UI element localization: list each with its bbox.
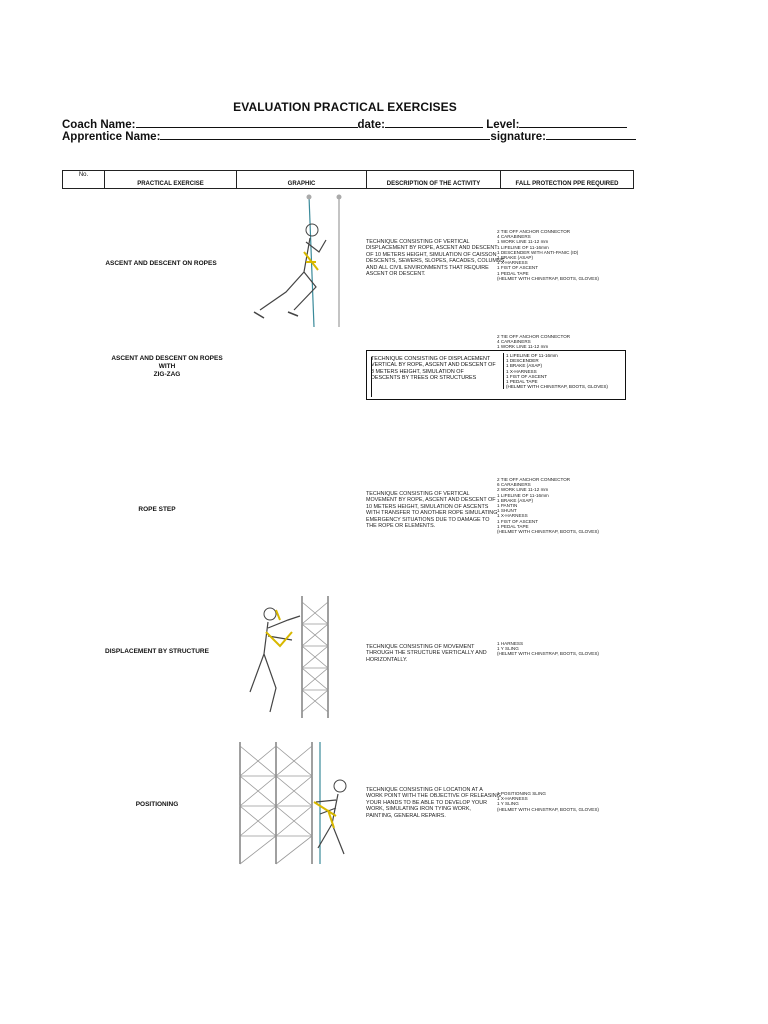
- text-line: 1 DESCENDER WITH ANTI-PANIC (ID): [497, 249, 579, 255]
- text-line: 1 Y SLING: [497, 646, 519, 652]
- header-graphic: GRAPHIC: [287, 181, 316, 187]
- text-line: 1 BRAKE (ASAP): [497, 497, 533, 503]
- text-line: 2 TIE OFF ANCHOR CONNECTOR: [497, 477, 571, 482]
- structure-climb-illustration: [240, 592, 335, 720]
- text-line: 1 FIST OF ASCENT: [497, 265, 539, 271]
- text-line: HORIZONTALLY.: [366, 656, 408, 663]
- text-line: 1 POSITIONING SLING: [497, 791, 547, 796]
- text-line: (HELMET WITH CHINSTRAP, BOOTS, GLOVES): [497, 275, 599, 281]
- document-title: EVALUATION PRACTICAL EXERCISES: [233, 100, 457, 114]
- text-line: WITH TRANSFER TO ANOTHER ROPE SIMULATING: [366, 510, 498, 517]
- text-line: VERTICAL BY ROPE, ASCENT AND DESCENT OF: [371, 362, 496, 369]
- text-line: EMERGENCY SITUATIONS DUE TO DAMAGE TO: [366, 516, 490, 523]
- apprentice-line: [62, 128, 636, 143]
- text-line: PAINTING, GENERAL REPAIRS.: [366, 812, 446, 819]
- table-header: [62, 170, 634, 189]
- exercise-detail-box: [366, 350, 626, 400]
- text-line: AND ALL CIVIL ENVIRONMENTS THAT REQUIRE: [366, 264, 489, 271]
- text-line: ZIG-ZAG: [153, 371, 181, 378]
- exercise-ppe-list: [497, 229, 637, 281]
- text-line: (HELMET WITH CHINSTRAP, BOOTS, GLOVES): [497, 529, 599, 535]
- header-exercise: PRACTICAL EXERCISE: [137, 181, 204, 187]
- date-label: date:: [357, 119, 385, 131]
- apprentice-name-field[interactable]: [160, 128, 490, 140]
- apprentice-name-label: Apprentice Name:: [62, 131, 161, 143]
- signature-field[interactable]: [546, 128, 636, 140]
- exercise-ppe-list: [497, 641, 637, 657]
- exercise-name: ROPE STEP: [138, 506, 176, 513]
- text-line: 1 BRAKE (ASAP): [497, 255, 533, 261]
- exercise-description: [366, 491, 496, 529]
- text-line: YOUR HANDS TO BE ABLE TO DEVELOP YOUR: [366, 799, 488, 806]
- text-line: 1 LIFELINE OF 11-16mm: [497, 244, 549, 250]
- text-line: 1 X-HARNESS: [506, 368, 537, 374]
- header-description-cell: [367, 171, 501, 188]
- text-line: 1 Y SLING: [497, 801, 519, 807]
- rope-ascent-illustration: [246, 192, 356, 332]
- text-line: 1 WORK LINE 11-12 mm: [497, 239, 549, 245]
- text-line: TECHNIQUE CONSISTING OF LOCATION AT A: [366, 787, 483, 793]
- text-line: 1 BRAKE (ASAP): [506, 363, 542, 369]
- text-line: MOVEMENT BY ROPE, ASCENT AND DESCENT OF: [366, 497, 496, 504]
- text-line: 1 X-HARNESS: [497, 260, 528, 266]
- text-line: 1 PEDAL TAPE: [497, 270, 529, 276]
- text-line: 10 METERS HEIGHT, SIMULATION OF ASCENTS: [366, 503, 489, 510]
- header-exercise-cell: [105, 171, 237, 188]
- text-line: 1 PEDAL TAPE: [506, 379, 538, 385]
- text-line: 1 SHUNT: [497, 508, 517, 514]
- header-no-cell: [63, 171, 105, 188]
- exercise-description: [371, 356, 499, 382]
- text-line: 1 HARNESS: [497, 641, 524, 646]
- header-graphic-cell: [237, 171, 367, 188]
- text-line: (HELMET WITH CHINSTRAP, BOOTS, GLOVES): [497, 651, 599, 657]
- exercise-name: DISPLACEMENT BY STRUCTURE: [105, 648, 209, 655]
- positioning-illustration: [236, 738, 356, 868]
- text-line: TECHNIQUE CONSISTING OF MOVEMENT: [366, 644, 475, 650]
- text-line: 1 FIST OF ASCENT: [506, 373, 548, 379]
- exercise-ppe-list: [497, 791, 637, 812]
- text-line: 4 CARABINERS: [497, 339, 531, 345]
- header-description: DESCRIPTION OF THE ACTIVITY: [386, 181, 481, 187]
- exercise-name: POSITIONING: [135, 801, 179, 808]
- text-line: 4 CARABINERS: [497, 234, 531, 240]
- text-line: ASCENT AND DESCENT ON ROPES: [111, 355, 223, 362]
- text-line: 1 FIST OF ASCENT: [497, 518, 539, 524]
- level-field[interactable]: [519, 116, 627, 128]
- exercise-description: [366, 787, 501, 819]
- header-ppe: FALL PROTECTION PPE REQUIRED: [515, 181, 619, 187]
- exercise-ppe-list: [497, 477, 637, 534]
- exercise-description: [366, 239, 505, 278]
- text-line: 6 CARABINERS: [497, 482, 531, 488]
- text-line: 2 WORK LINE 11-12 mm: [497, 487, 549, 493]
- text-line: DESCENTS, SEWERS, SLOPES, FACADES, COLUMNS: [366, 258, 505, 265]
- text-line: 1 LIFELINE OF 11-16mm: [506, 353, 558, 358]
- text-line: 1 PANTIN: [497, 503, 518, 509]
- text-line: 1 DESCENDER: [506, 358, 539, 364]
- signature-label: signature:: [490, 131, 547, 143]
- text-line: OF 10 METERS HEIGHT, SIMULATION OF CAISSON: [366, 251, 497, 258]
- text-line: TECHNIQUE CONSISTING OF VERTICAL: [366, 239, 470, 245]
- exercise-ppe-list: [503, 353, 608, 389]
- date-field[interactable]: [385, 116, 483, 128]
- text-line: WORK, SIMULATING IRON TYING WORK,: [366, 806, 471, 813]
- header-ppe-cell: [501, 171, 633, 188]
- text-line: 1 X-HARNESS: [497, 796, 528, 802]
- exercise-ppe-list: [497, 334, 637, 350]
- text-line: WORK POINT WITH THE OBJECTIVE OF RELEASING: [366, 793, 501, 800]
- text-line: 8 METERS HEIGHT, SIMULATION OF: [371, 368, 464, 375]
- coach-name-label: Coach Name:: [62, 119, 136, 131]
- text-line: 1 X-HARNESS: [497, 513, 528, 519]
- text-line: DESCENTS BY TREES OR STRUCTURES: [371, 375, 477, 382]
- text-line: THE ROPE OR ELEMENTS.: [366, 523, 436, 530]
- text-line: 2 TIE OFF ANCHOR CONNECTOR: [497, 334, 571, 339]
- level-label: Level:: [486, 119, 520, 131]
- text-line: (HELMET WITH CHINSTRAP, BOOTS, GLOVES): [497, 806, 599, 812]
- text-line: WITH: [158, 363, 176, 370]
- text-line: DISPLACEMENT BY ROPE, ASCENT AND DESCENT: [366, 245, 498, 252]
- text-line: 2 TIE OFF ANCHOR CONNECTOR: [497, 229, 571, 234]
- coach-name-field[interactable]: [136, 116, 358, 128]
- exercise-name: [72, 355, 262, 379]
- text-line: TECHNIQUE CONSISTING OF DISPLACEMENT: [371, 356, 491, 362]
- header-no: No.: [78, 172, 89, 178]
- text-line: THROUGH THE STRUCTURE VERTICALLY AND: [366, 650, 487, 657]
- exercise-name: ASCENT AND DESCENT ON ROPES: [105, 260, 217, 267]
- text-line: (HELMET WITH CHINSTRAP, BOOTS, GLOVES): [506, 384, 608, 390]
- text-line: 1 PEDAL TAPE: [497, 523, 529, 529]
- text-line: 1 WORK LINE 11-12 mm: [497, 344, 549, 350]
- exercise-description: [366, 644, 496, 663]
- text-line: ASCENT OR DESCENT.: [366, 271, 426, 278]
- text-line: 1 LIFELINE OF 11-16mm: [497, 492, 549, 498]
- text-line: TECHNIQUE CONSISTING OF VERTICAL: [366, 491, 470, 497]
